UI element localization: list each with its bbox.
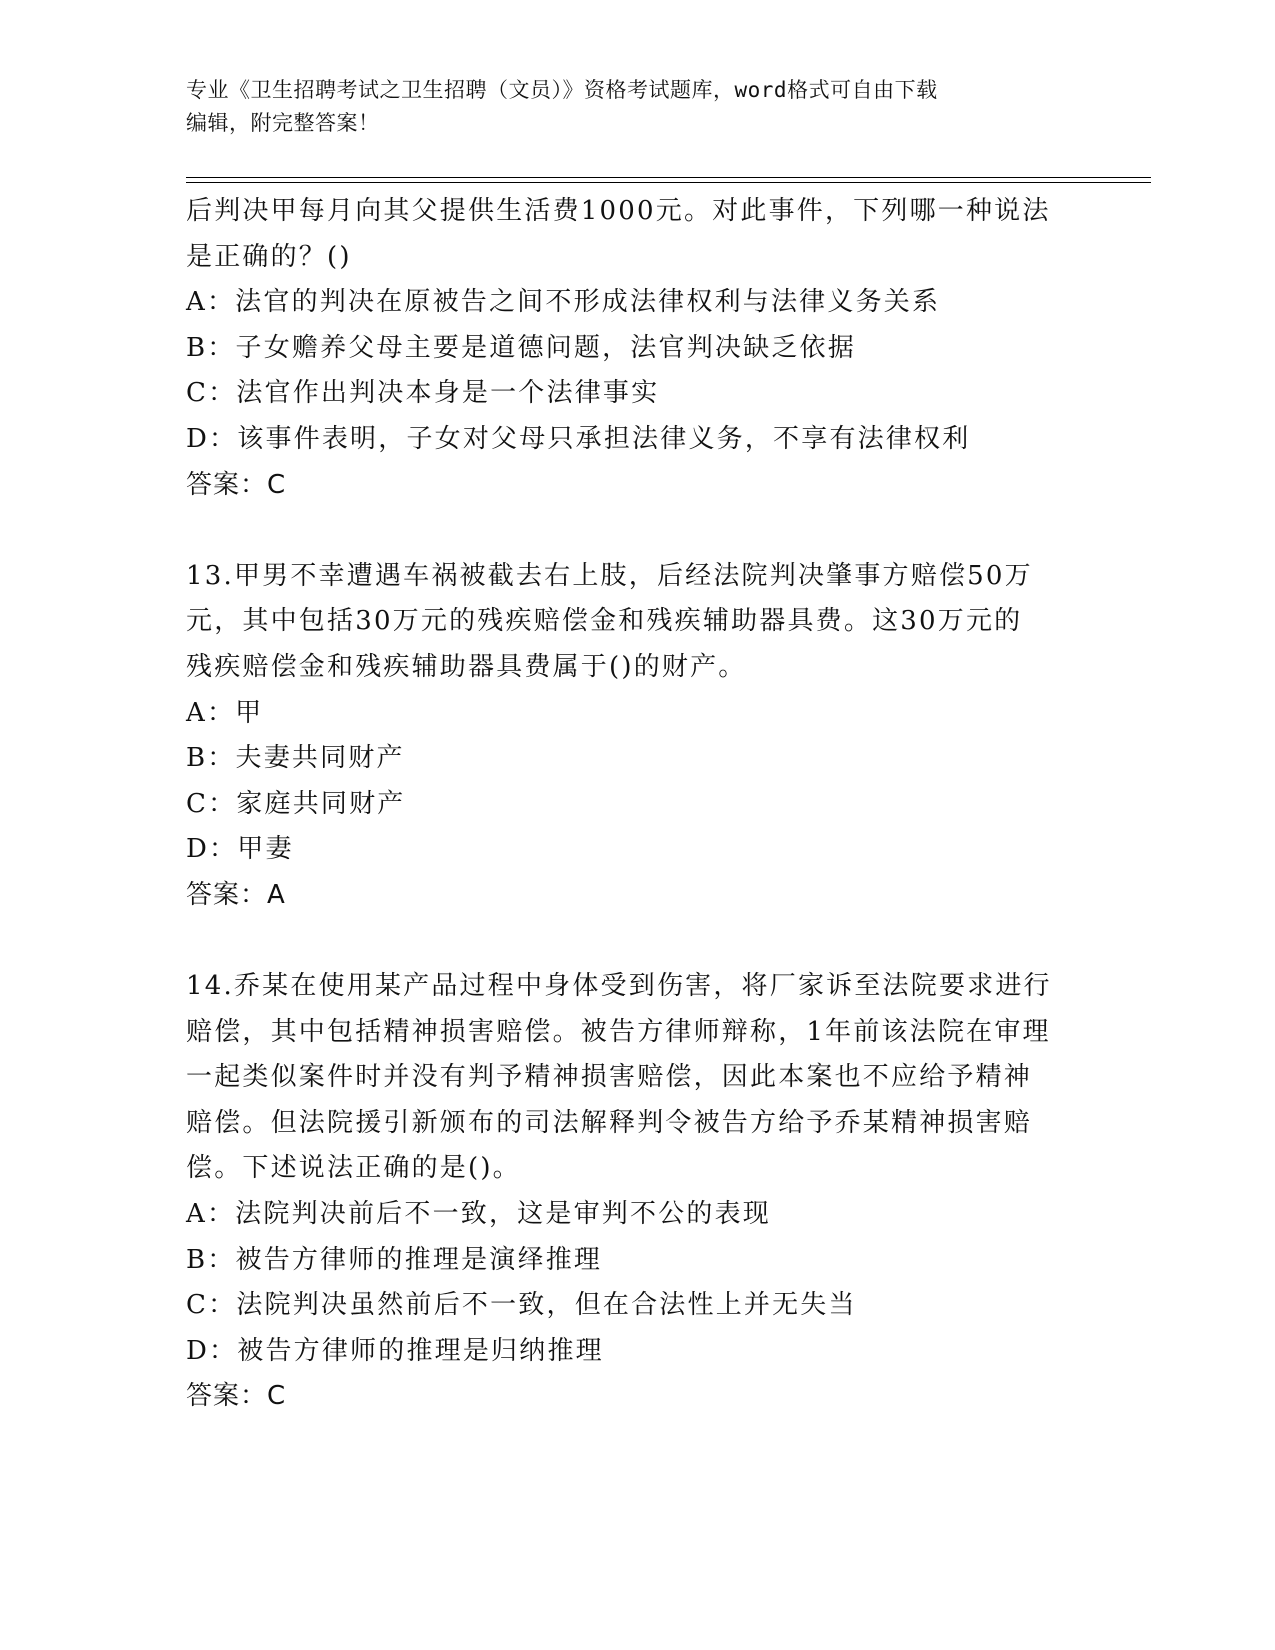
option-d: D：被告方律师的推理是归纳推理 bbox=[186, 1335, 604, 1366]
question-stem-line: 残疾赔偿金和残疾辅助器具费属于()的财产。 bbox=[186, 651, 747, 682]
question-12-block bbox=[186, 189, 1086, 508]
question-stem-line: 14.乔某在使用某产品过程中身体受到伤害，将厂家诉至法院要求进行 bbox=[186, 971, 1052, 1002]
header-divider-bottom bbox=[186, 182, 1151, 183]
option-a: A：甲 bbox=[186, 697, 264, 728]
question-stem-line: 赔偿。但法院援引新颁布的司法解释判令被告方给予乔某精神损害赔 bbox=[186, 1107, 1033, 1138]
question-stem-line: 13.甲男不幸遭遇车祸被截去右上肢，后经法院判决肇事方赔偿50万 bbox=[186, 560, 1033, 591]
spacer bbox=[186, 919, 1086, 965]
spacer bbox=[186, 508, 1086, 554]
header-divider-top bbox=[186, 177, 1151, 178]
question-stem-line: 赔偿，其中包括精神损害赔偿。被告方律师辩称，1年前该法院在审理 bbox=[186, 1016, 1051, 1047]
question-stem-line: 一起类似案件时并没有判予精神损害赔偿，因此本案也不应给予精神 bbox=[186, 1062, 1033, 1093]
header-line: 编辑，附完整答案！ bbox=[186, 111, 380, 135]
option-a: A：法院判决前后不一致，这是审判不公的表现 bbox=[186, 1199, 771, 1230]
question-stem-line: 元，其中包括30万元的残疾赔偿金和残疾辅助器具费。这30万元的 bbox=[186, 606, 1023, 637]
question-14-block bbox=[186, 964, 1086, 1420]
header-line: 专业《卫生招聘考试之卫生招聘（文员）》资格考试题库，word格式可自由下载 bbox=[186, 78, 938, 102]
option-b: B：夫妻共同财产 bbox=[186, 743, 405, 774]
answer-line: 答案：A bbox=[186, 879, 286, 910]
option-b: B：被告方律师的推理是演绎推理 bbox=[186, 1244, 603, 1275]
option-c: C：法院判决虽然前后不一致，但在合法性上并无失当 bbox=[186, 1290, 857, 1321]
question-stem-line: 后判决甲每月向其父提供生活费1000元。对此事件，下列哪一种说法 bbox=[186, 196, 1051, 226]
answer-line: 答案：C bbox=[186, 469, 287, 500]
question-13-block bbox=[186, 554, 1086, 919]
option-a: A：法官的判决在原被告之间不形成法律权利与法律义务关系 bbox=[186, 287, 941, 318]
question-stem-line: 偿。下述说法正确的是()。 bbox=[186, 1153, 521, 1184]
question-list bbox=[186, 189, 1086, 1420]
option-d: D：该事件表明，子女对父母只承担法律义务，不享有法律权利 bbox=[186, 423, 971, 454]
option-b: B：子女赡养父母主要是道德问题，法官判决缺乏依据 bbox=[186, 332, 856, 363]
answer-line: 答案：C bbox=[186, 1381, 287, 1412]
document-header bbox=[186, 74, 1066, 140]
question-stem-line: 是正确的？() bbox=[186, 241, 352, 272]
option-d: D：甲妻 bbox=[186, 834, 294, 865]
option-c: C：家庭共同财产 bbox=[186, 788, 406, 819]
option-c: C：法官作出判决本身是一个法律事实 bbox=[186, 378, 660, 409]
